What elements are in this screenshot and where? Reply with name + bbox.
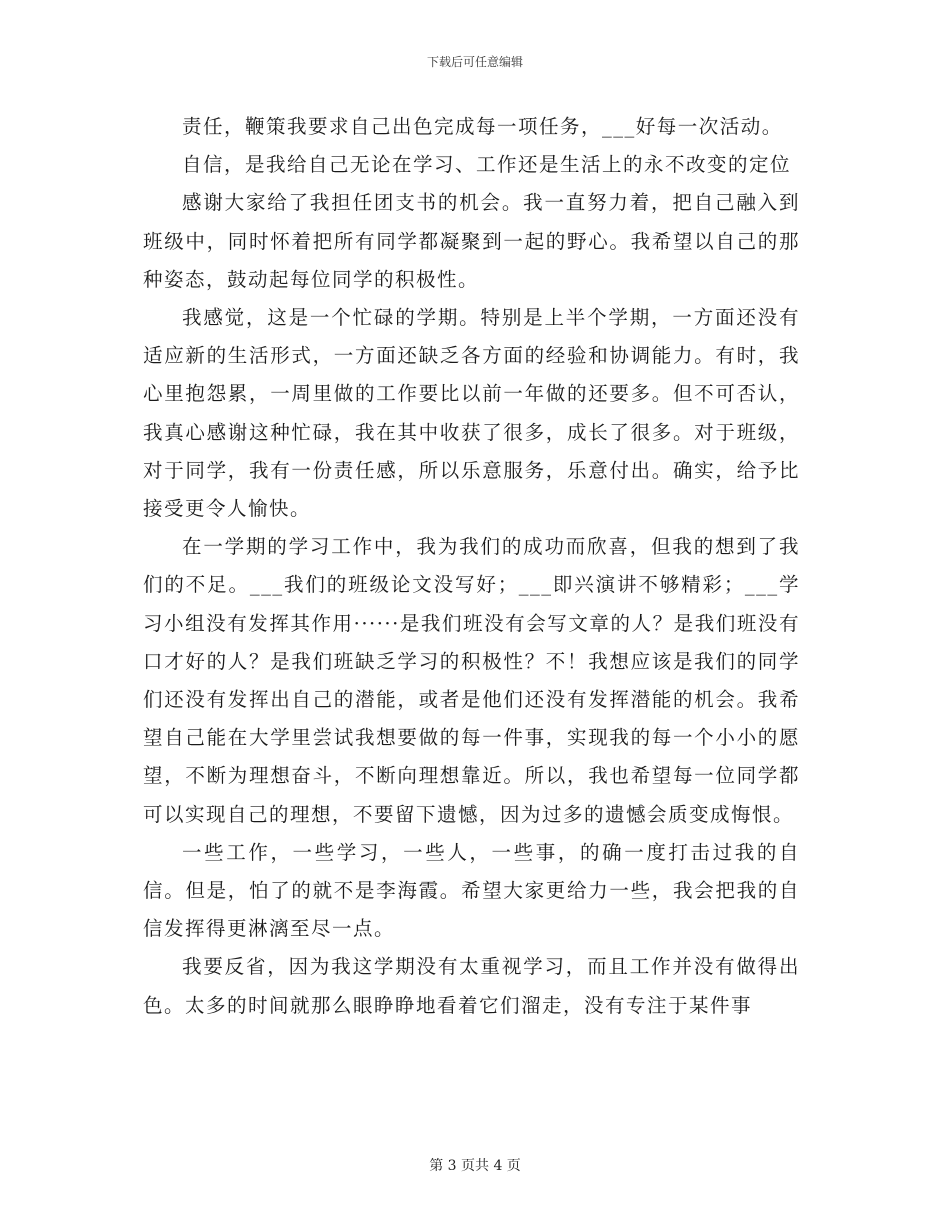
paragraph-setbacks: 一些工作，一些学习，一些人，一些事，的确一度打击过我的自信。但是，怕了的就不是李海霞。希望大家更给力一些，我会把我的自信发挥得更淋漓至尽一点。 xyxy=(143,840,800,941)
paragraph-reflection: 我要反省，因为我这学期没有太重视学习，而且工作并没有做得出色。太多的时间就那么眼睁睁地看着它们溜走，没有专注于某件事 xyxy=(143,955,800,1017)
page-header-note: 下载后可任意编辑 xyxy=(426,55,523,69)
paragraph-thanks: 感谢大家给了我担任团支书的机会。我一直努力着，把自己融入到班级中，同时怀着把所有同学都凝聚到一起的野心。我希望以自己的那种姿态，鼓动起每位同学的积极性。 xyxy=(143,191,800,291)
paragraph-confidence: 自信，是我给自己无论在学习、工作还是生活上的永不改变的定位 xyxy=(182,153,792,177)
paragraph-busy-semester: 我感觉，这是一个忙碌的学期。特别是上半个学期，一方面还没有适应新的生活形式，一方面还缺乏各方面的经验和协调能力。有时，我心里抱怨累，一周里做的工作要比以前一年做的还要多。但不可否认，我真心感谢这种忙碌，我在其中收获了很多，成长了很多。对于班级，对于同学，我有一份责任感，所以乐意服务，乐意付出。确实，给予比接受更令人愉快。 xyxy=(143,306,800,521)
paragraph-responsibility: 责任，鞭策我要求自己出色完成每一项任务，___好每一次活动。 xyxy=(182,115,783,138)
document-body xyxy=(143,108,800,1025)
paragraph-shortcomings: 在一学期的学习工作中，我为我们的成功而欣喜，但我的想到了我们的不足。___我们的班级论文没写好；___即兴演讲不够精彩；___学习小组没有发挥其作用······是我们班没有会写文章的人？是我们班没有口才好的人？是我们班缺乏学习的积极性？不！我想应该是我们的同学们还没有发挥出自己的潜能，或者是他们还没有发挥潜能的机会。我希望自己能在大学里尝试我想要做的每一件事，实现我的每一个小小的愿望，不断为理想奋斗，不断向理想靠近。所以，我也希望每一位同学都可以实现自己的理想，不要留下遗憾，因为过多的遗憾会质变成悔恨。 xyxy=(143,535,800,826)
page-number-footer: 第 3 页共 4 页 xyxy=(429,1158,521,1174)
